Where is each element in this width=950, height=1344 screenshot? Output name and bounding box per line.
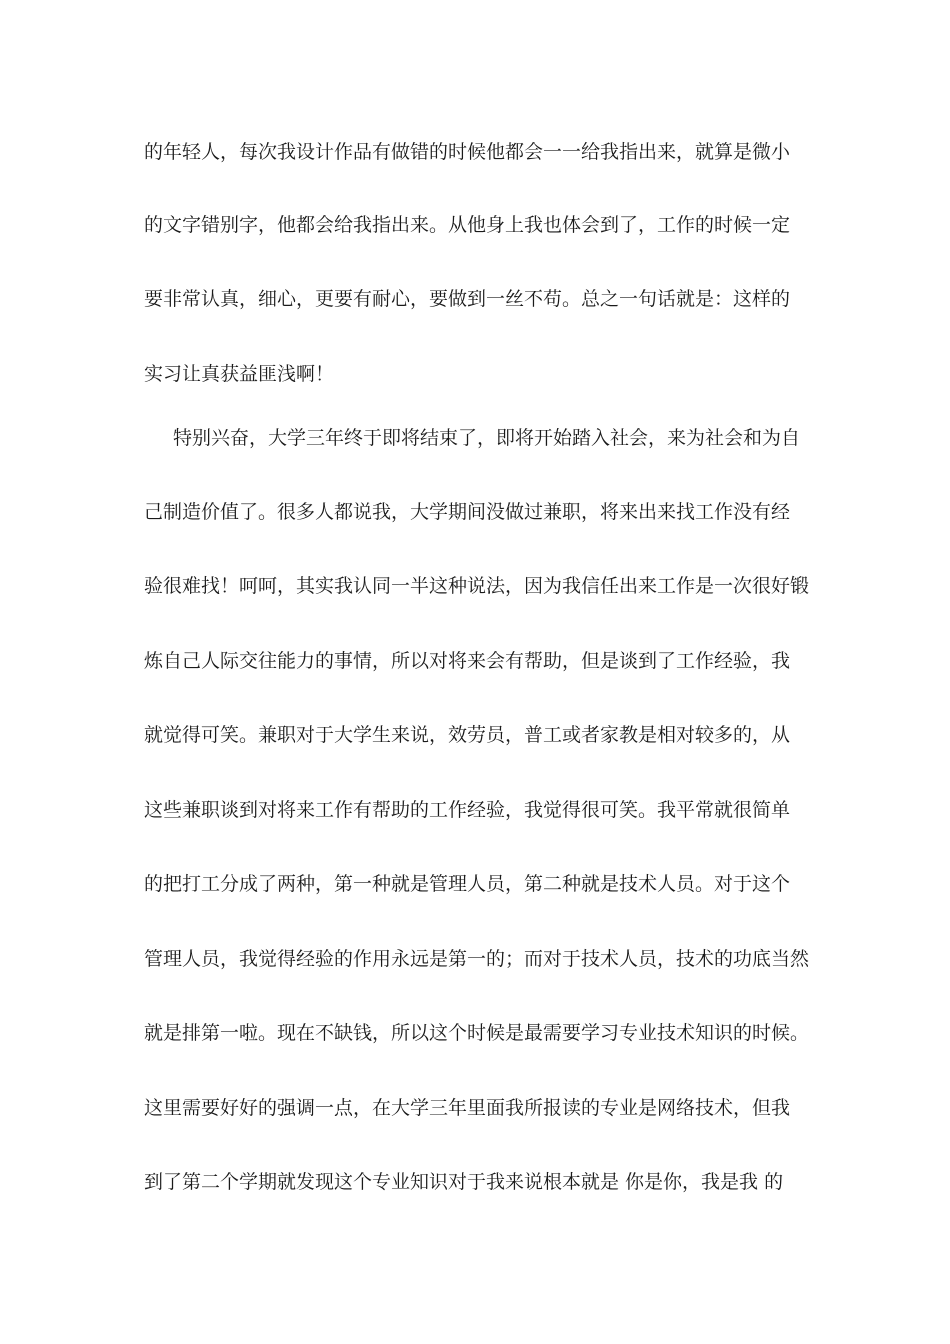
text-line-11: 的把打工分成了两种，第一种就是管理人员，第二种就是技术人员。对于这个 bbox=[144, 873, 791, 895]
text-line-13: 就是排第一啦。现在不缺钱，所以这个时候是最需要学习专业技术知识的时候。 bbox=[144, 1022, 810, 1044]
text-line-9: 就觉得可笑。兼职对于大学生来说，效劳员，普工或者家教是相对较多的，从 bbox=[144, 724, 791, 746]
text-line-4: 实习让真获益匪浅啊！ bbox=[144, 363, 335, 385]
text-line-12: 管理人员，我觉得经验的作用永远是第一的；而对于技术人员，技术的功底当然 bbox=[144, 948, 810, 970]
text-line-2: 的文字错别字，他都会给我指出来。从他身上我也体会到了，工作的时候一定 bbox=[144, 214, 791, 236]
text-line-15: 到了第二个学期就发现这个专业知识对于我来说根本就是 你是你，我是我 的 bbox=[144, 1171, 784, 1193]
text-line-14: 这里需要好好的强调一点，在大学三年里面我所报读的专业是网络技术，但我 bbox=[144, 1097, 791, 1119]
text-line-3: 要非常认真，细心，更要有耐心，要做到一丝不苟。总之一句话就是：这样的 bbox=[144, 288, 791, 310]
text-line-8: 炼自己人际交往能力的事情，所以对将来会有帮助，但是谈到了工作经验，我 bbox=[144, 650, 791, 672]
paragraph-start-line: 特别兴奋，大学三年终于即将结束了，即将开始踏入社会，来为社会和为自 bbox=[173, 427, 801, 449]
text-line-1: 的年轻人，每次我设计作品有做错的时候他都会一一给我指出来，就算是微小 bbox=[144, 141, 791, 163]
text-line-7: 验很难找！呵呵，其实我认同一半这种说法，因为我信任出来工作是一次很好锻 bbox=[144, 575, 810, 597]
text-line-10: 这些兼职谈到对将来工作有帮助的工作经验，我觉得很可笑。我平常就很简单 bbox=[144, 799, 791, 821]
text-line-6: 己制造价值了。很多人都说我，大学期间没做过兼职，将来出来找工作没有经 bbox=[144, 501, 791, 523]
